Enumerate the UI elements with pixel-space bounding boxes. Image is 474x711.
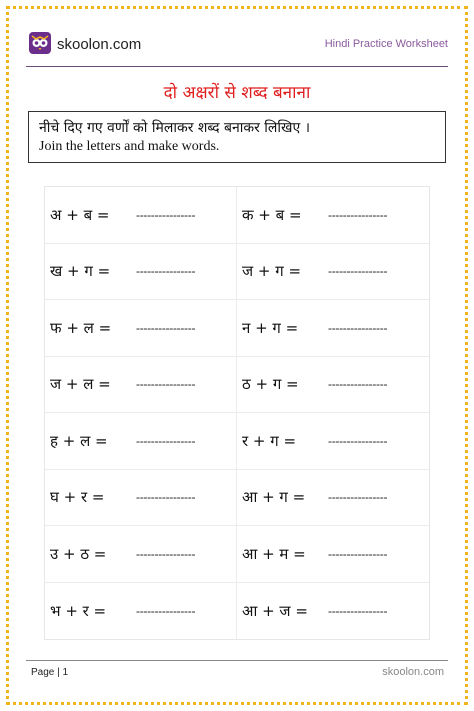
exercise-item [45,357,237,414]
footer-site: skoolon.com [382,666,444,678]
exercise-item [45,583,237,640]
answer-blank[interactable]: ---------------- [328,264,388,279]
owl-logo-icon [29,32,51,54]
answer-blank[interactable]: ---------------- [136,603,196,618]
exercise-grid [44,186,430,640]
answer-blank[interactable]: ---------------- [328,603,388,618]
answer-blank[interactable]: ---------------- [328,377,388,392]
worksheet-label: Hindi Practice Worksheet [324,38,448,50]
page-title: दो अक्षरों से शब्द बनाना [163,83,311,103]
answer-blank[interactable]: ---------------- [136,377,196,392]
answer-blank[interactable]: ---------------- [136,207,196,222]
exercise-item [237,583,429,640]
answer-blank[interactable]: ---------------- [328,490,388,505]
answer-blank[interactable]: ---------------- [136,320,196,335]
letter-combination: ह + ल = [50,431,108,450]
letter-combination: आ + ग = [242,488,306,507]
exercise-item [237,413,429,470]
answer-blank[interactable]: ---------------- [136,264,196,279]
letter-combination: घ + र = [50,488,105,507]
exercise-item [45,300,237,357]
answer-blank[interactable]: ---------------- [328,320,388,335]
letter-combination: क + ब = [242,205,302,224]
exercise-item [45,187,237,244]
exercise-item [237,244,429,301]
exercise-item [45,244,237,301]
answer-blank[interactable]: ---------------- [328,433,388,448]
exercise-item [237,187,429,244]
answer-blank[interactable]: ---------------- [136,433,196,448]
exercise-item [45,526,237,583]
letter-combination: उ + ठ = [50,544,107,563]
answer-blank[interactable]: ---------------- [136,546,196,561]
letter-combination: र + ग = [242,431,297,450]
exercise-item [237,470,429,527]
header-divider [26,66,448,67]
letter-combination: आ + म = [242,544,306,563]
header [26,22,448,68]
letter-combination: ज + ग = [242,262,302,281]
letter-combination: आ + ज = [242,601,308,620]
instructions-english: Join the letters and make words. [39,139,220,154]
letter-combination: भ + र = [50,601,107,620]
instructions-hindi: नीचे दिए गए वर्णों को मिलाकर शब्द बनाकर लिखिए । [39,120,310,136]
page-number: Page | 1 [31,667,69,678]
instructions-box [28,111,446,163]
letter-combination: फ + ल = [50,318,112,337]
exercise-item [45,413,237,470]
exercise-item [237,300,429,357]
answer-blank[interactable]: ---------------- [328,546,388,561]
letter-combination: ज + ल = [50,375,111,394]
answer-blank[interactable]: ---------------- [328,207,388,222]
brand-name: skoolon.com [57,36,142,53]
answer-blank[interactable]: ---------------- [136,490,196,505]
letter-combination: ठ + ग = [242,375,299,394]
exercise-item [237,357,429,414]
footer-divider [26,660,448,661]
exercise-item [45,470,237,527]
letter-combination: ख + ग = [50,262,111,281]
letter-combination: अ + ब = [50,205,110,224]
letter-combination: न + ग = [242,318,299,337]
exercise-item [237,526,429,583]
